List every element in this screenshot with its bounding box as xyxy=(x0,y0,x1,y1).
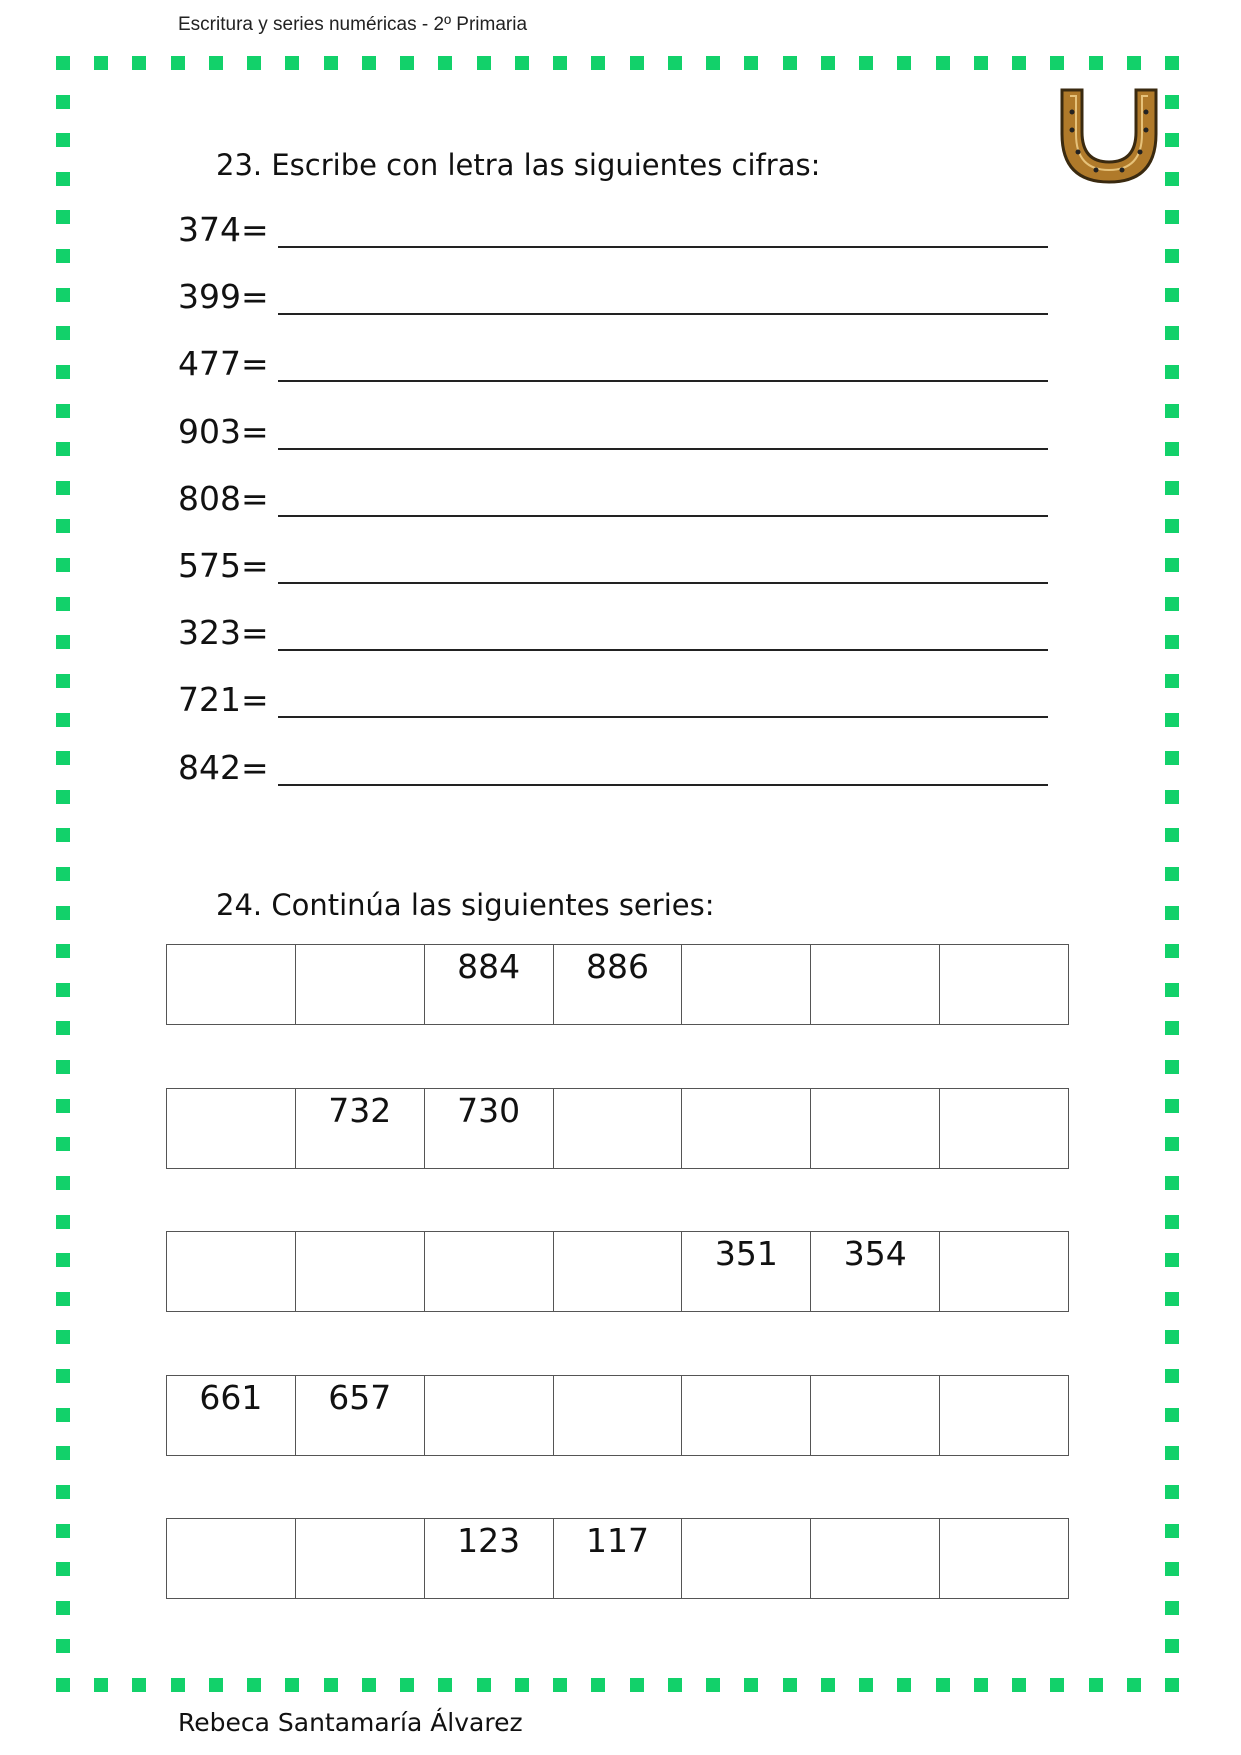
border-dot xyxy=(56,1562,70,1576)
series-cell[interactable] xyxy=(296,1232,425,1311)
border-dot xyxy=(247,56,261,70)
border-dot xyxy=(56,1369,70,1383)
border-dot xyxy=(1165,481,1179,495)
border-dot xyxy=(1165,944,1179,958)
border-dot xyxy=(1165,249,1179,263)
border-dot xyxy=(56,867,70,881)
border-dot xyxy=(1165,1524,1179,1538)
border-dot xyxy=(56,288,70,302)
series-cell[interactable] xyxy=(811,1089,940,1168)
border-dot xyxy=(1165,1678,1179,1692)
series-cell[interactable]: 661 xyxy=(167,1376,296,1455)
border-dot xyxy=(132,1678,146,1692)
border-dot xyxy=(247,1678,261,1692)
border-dot xyxy=(56,597,70,611)
exercise-23-title: 23. Escribe con letra las siguientes cifras: xyxy=(216,148,821,182)
border-dot xyxy=(56,828,70,842)
series-cell[interactable] xyxy=(167,1089,296,1168)
number-label: 903= xyxy=(178,411,269,451)
border-dot xyxy=(1165,95,1179,109)
border-dot xyxy=(1089,56,1103,70)
exercise-24-title: 24. Continúa las siguientes series: xyxy=(216,888,715,922)
border-dot xyxy=(56,326,70,340)
border-dot xyxy=(56,1408,70,1422)
border-dot xyxy=(1050,1678,1064,1692)
border-dot xyxy=(477,56,491,70)
border-dot xyxy=(515,1678,529,1692)
border-dot xyxy=(1165,288,1179,302)
border-dot xyxy=(56,1215,70,1229)
page-header: Escritura y series numéricas - 2º Primaria xyxy=(178,14,528,35)
border-dot xyxy=(56,1330,70,1344)
series-cell[interactable] xyxy=(296,945,425,1024)
series-cell[interactable] xyxy=(811,945,940,1024)
series-cell[interactable] xyxy=(682,1519,811,1598)
border-dot xyxy=(974,1678,988,1692)
border-dot xyxy=(1165,1137,1179,1151)
horseshoe-icon xyxy=(1052,82,1166,190)
border-dot xyxy=(56,635,70,649)
border-dot xyxy=(1165,56,1179,70)
border-dot xyxy=(1165,365,1179,379)
number-label: 575= xyxy=(178,546,269,585)
border-dot xyxy=(1165,597,1179,611)
series-row xyxy=(166,944,1069,1025)
border-dot xyxy=(438,1678,452,1692)
series-cell[interactable] xyxy=(296,1519,425,1598)
border-dot xyxy=(1165,1369,1179,1383)
border-dot xyxy=(1165,172,1179,186)
border-dot xyxy=(1165,1176,1179,1190)
answer-line[interactable] xyxy=(278,784,1048,786)
border-dot xyxy=(591,1678,605,1692)
border-dot xyxy=(324,1678,338,1692)
series-cell[interactable] xyxy=(682,1089,811,1168)
border-dot xyxy=(56,1099,70,1113)
number-row xyxy=(178,479,269,518)
answer-line[interactable] xyxy=(278,649,1048,651)
border-dot xyxy=(209,1678,223,1692)
border-dot xyxy=(1165,1060,1179,1074)
border-dot xyxy=(400,56,414,70)
series-cell[interactable] xyxy=(554,1232,683,1311)
series-cell[interactable] xyxy=(811,1376,940,1455)
border-dot xyxy=(936,56,950,70)
border-dot xyxy=(56,1601,70,1615)
answer-line[interactable] xyxy=(278,716,1048,718)
border-dot xyxy=(362,56,376,70)
border-dot xyxy=(783,56,797,70)
border-dot xyxy=(94,1678,108,1692)
series-cell[interactable] xyxy=(425,1232,554,1311)
border-dot xyxy=(56,442,70,456)
border-dot xyxy=(859,1678,873,1692)
border-dot xyxy=(744,1678,758,1692)
border-dot xyxy=(1127,56,1141,70)
page-footer: Rebeca Santamaría Álvarez xyxy=(178,1708,523,1737)
border-dot xyxy=(56,790,70,804)
border-dot xyxy=(56,558,70,572)
border-dot xyxy=(285,1678,299,1692)
answer-line[interactable] xyxy=(278,582,1048,584)
border-dot xyxy=(553,56,567,70)
border-dot xyxy=(1165,713,1179,727)
border-dot xyxy=(1165,1021,1179,1035)
series-row xyxy=(166,1231,1069,1312)
series-cell[interactable] xyxy=(682,945,811,1024)
border-dot xyxy=(56,519,70,533)
border-dot xyxy=(56,133,70,147)
border-dot xyxy=(1165,210,1179,224)
series-cell[interactable]: 730 xyxy=(425,1089,554,1168)
border-dot xyxy=(209,56,223,70)
border-dot xyxy=(1165,519,1179,533)
border-dot xyxy=(1165,1639,1179,1653)
series-cell[interactable] xyxy=(554,1089,683,1168)
border-dot xyxy=(56,983,70,997)
series-cell[interactable] xyxy=(425,1376,554,1455)
border-dot xyxy=(936,1678,950,1692)
answer-line[interactable] xyxy=(278,448,1048,450)
border-dot xyxy=(1165,1292,1179,1306)
border-dot xyxy=(56,1485,70,1499)
border-dot xyxy=(1165,1330,1179,1344)
border-dot xyxy=(897,1678,911,1692)
number-row xyxy=(178,546,269,585)
border-dot xyxy=(1127,1678,1141,1692)
number-row xyxy=(178,344,269,383)
series-row xyxy=(166,1518,1069,1599)
border-dot xyxy=(1165,983,1179,997)
border-dot xyxy=(706,56,720,70)
border-dot xyxy=(56,1446,70,1460)
border-dot xyxy=(1165,1446,1179,1460)
border-dot xyxy=(1165,906,1179,920)
border-dot xyxy=(1165,1099,1179,1113)
border-dot xyxy=(1165,1215,1179,1229)
series-cell[interactable]: 117 xyxy=(554,1519,683,1598)
number-row xyxy=(178,680,269,719)
number-row xyxy=(178,748,269,787)
series-cell[interactable] xyxy=(940,1519,1068,1598)
series-cell[interactable] xyxy=(940,1089,1068,1168)
series-cell[interactable] xyxy=(167,1232,296,1311)
border-dot xyxy=(56,95,70,109)
number-row xyxy=(178,412,269,451)
border-dot xyxy=(56,944,70,958)
border-dot xyxy=(56,1639,70,1653)
series-cell[interactable] xyxy=(940,1376,1068,1455)
border-dot xyxy=(1012,56,1026,70)
border-dot xyxy=(56,1021,70,1035)
number-label: 374= xyxy=(178,210,269,249)
border-dot xyxy=(668,56,682,70)
border-dot xyxy=(515,56,529,70)
border-dot xyxy=(56,751,70,765)
border-dot xyxy=(94,56,108,70)
border-dot xyxy=(400,1678,414,1692)
series-cell[interactable]: 886 xyxy=(554,945,683,1024)
border-dot xyxy=(56,1678,70,1692)
number-label: 842= xyxy=(178,747,269,787)
border-dot xyxy=(630,56,644,70)
border-dot xyxy=(553,1678,567,1692)
border-dot xyxy=(56,210,70,224)
border-dot xyxy=(132,56,146,70)
border-dot xyxy=(171,56,185,70)
series-cell[interactable] xyxy=(167,945,296,1024)
border-dot xyxy=(324,56,338,70)
series-cell[interactable] xyxy=(940,945,1068,1024)
series-cell[interactable] xyxy=(811,1519,940,1598)
number-label: 721= xyxy=(178,680,269,720)
series-cell[interactable]: 354 xyxy=(811,1232,940,1311)
answer-line[interactable] xyxy=(278,515,1048,517)
border-dot xyxy=(285,56,299,70)
border-dot xyxy=(56,1137,70,1151)
border-dot xyxy=(56,365,70,379)
answer-line[interactable] xyxy=(278,246,1048,248)
number-row xyxy=(178,613,269,652)
border-dot xyxy=(56,249,70,263)
border-dot xyxy=(56,713,70,727)
border-dot xyxy=(56,1060,70,1074)
border-dot xyxy=(897,56,911,70)
border-dot xyxy=(56,1292,70,1306)
border-dot xyxy=(744,56,758,70)
number-row xyxy=(178,210,269,249)
border-dot xyxy=(1165,828,1179,842)
border-dot xyxy=(56,1176,70,1190)
border-dot xyxy=(1165,1562,1179,1576)
border-dot xyxy=(1165,867,1179,881)
border-dot xyxy=(56,481,70,495)
border-dot xyxy=(783,1678,797,1692)
series-cell[interactable]: 884 xyxy=(425,945,554,1024)
border-dot xyxy=(1165,558,1179,572)
border-dot xyxy=(1165,790,1179,804)
series-cell[interactable]: 123 xyxy=(425,1519,554,1598)
answer-line[interactable] xyxy=(278,313,1048,315)
series-cell[interactable] xyxy=(554,1376,683,1455)
border-dot xyxy=(362,1678,376,1692)
series-cell[interactable]: 351 xyxy=(682,1232,811,1311)
border-dot xyxy=(1165,404,1179,418)
border-dot xyxy=(56,674,70,688)
series-cell[interactable] xyxy=(682,1376,811,1455)
number-label: 323= xyxy=(178,613,269,653)
border-dot xyxy=(1050,56,1064,70)
border-dot xyxy=(56,404,70,418)
border-dot xyxy=(56,56,70,70)
series-row xyxy=(166,1375,1069,1456)
series-cell[interactable] xyxy=(167,1519,296,1598)
border-dot xyxy=(821,1678,835,1692)
series-cell[interactable]: 657 xyxy=(296,1376,425,1455)
number-label: 399= xyxy=(178,277,269,317)
border-dot xyxy=(1165,1253,1179,1267)
series-cell[interactable] xyxy=(940,1232,1068,1311)
border-dot xyxy=(56,906,70,920)
number-row xyxy=(178,277,269,316)
border-dot xyxy=(1165,133,1179,147)
border-dot xyxy=(668,1678,682,1692)
border-dot xyxy=(706,1678,720,1692)
border-dot xyxy=(1165,326,1179,340)
border-dot xyxy=(171,1678,185,1692)
border-dot xyxy=(56,172,70,186)
border-dot xyxy=(974,56,988,70)
answer-line[interactable] xyxy=(278,380,1048,382)
border-dot xyxy=(630,1678,644,1692)
border-dot xyxy=(821,56,835,70)
border-dot xyxy=(1089,1678,1103,1692)
series-cell[interactable]: 732 xyxy=(296,1089,425,1168)
border-dot xyxy=(1165,1601,1179,1615)
number-label: 477= xyxy=(178,344,269,384)
border-dot xyxy=(591,56,605,70)
border-dot xyxy=(56,1253,70,1267)
border-dot xyxy=(1165,751,1179,765)
border-dot xyxy=(1165,635,1179,649)
border-dot xyxy=(1165,442,1179,456)
border-dot xyxy=(56,1524,70,1538)
number-label: 808= xyxy=(178,478,269,518)
border-dot xyxy=(477,1678,491,1692)
border-dot xyxy=(1012,1678,1026,1692)
series-row xyxy=(166,1088,1069,1169)
border-dot xyxy=(1165,1485,1179,1499)
border-dot xyxy=(1165,674,1179,688)
border-dot xyxy=(859,56,873,70)
border-dot xyxy=(1165,1408,1179,1422)
border-dot xyxy=(438,56,452,70)
